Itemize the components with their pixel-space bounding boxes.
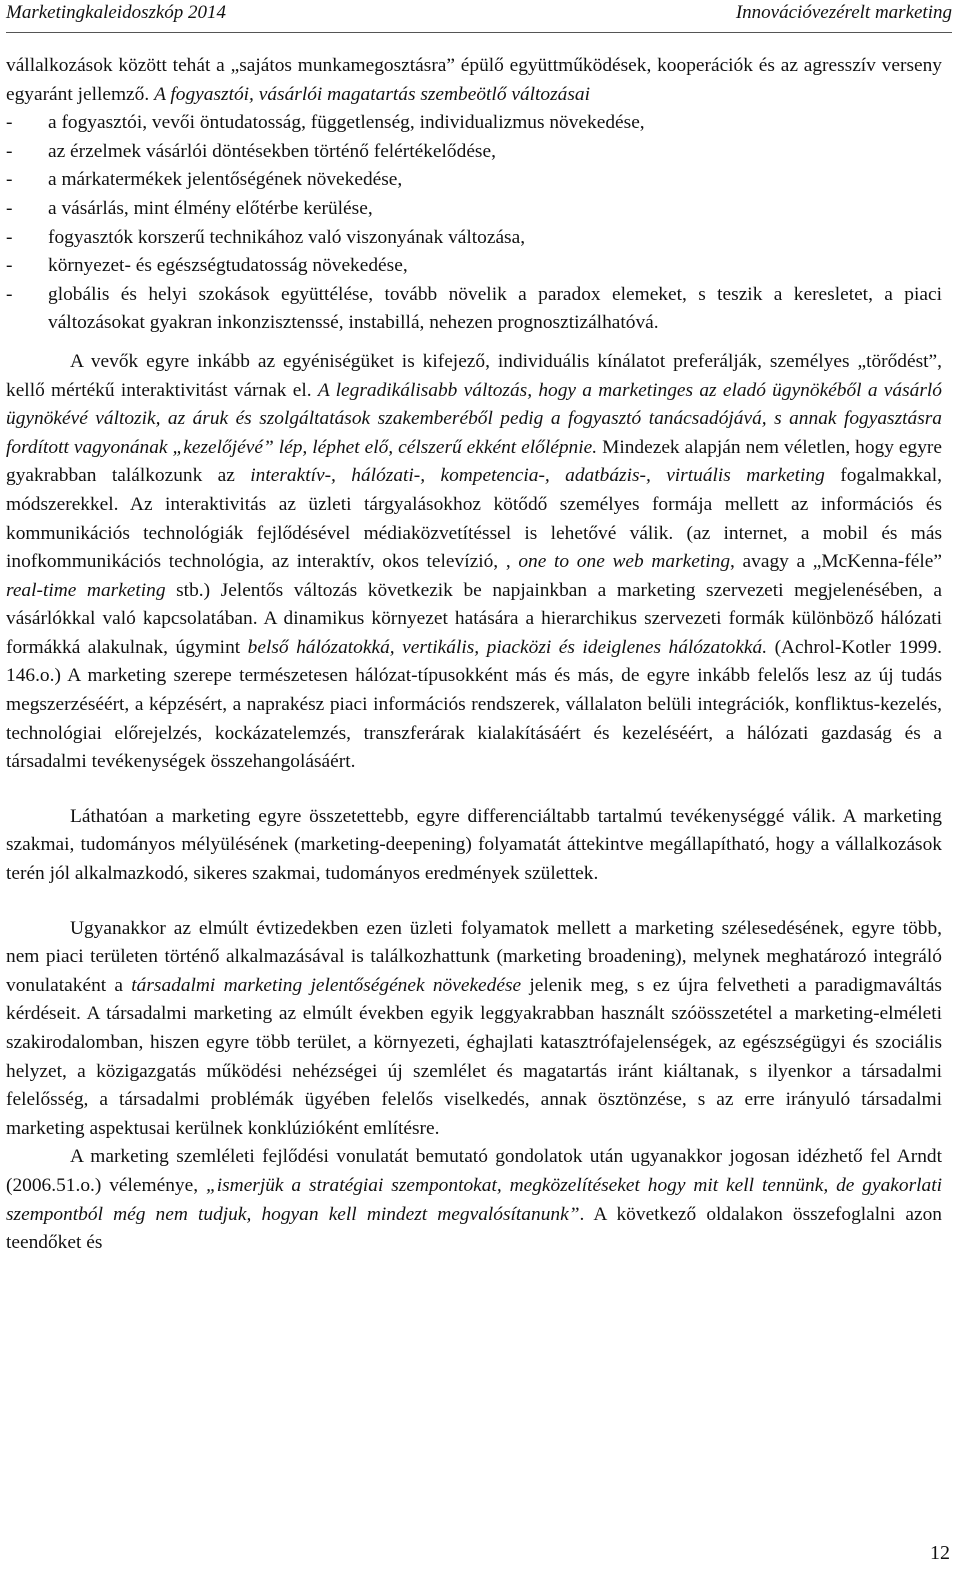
paragraph-italic: one to one web marketing <box>518 551 731 573</box>
intro-italic-heading: A fogyasztói, vásárlói magatartás szembeötlő változásai <box>154 83 591 105</box>
dash-marker: - <box>6 255 13 277</box>
dash-marker: - <box>6 112 13 134</box>
list-item <box>6 166 942 195</box>
list-item-text: környezet- és egészségtudatosság növekedése, <box>48 255 408 277</box>
page-number: 12 <box>930 1542 950 1564</box>
paragraph-interactive-marketing <box>6 348 942 777</box>
paragraph-arndt-quote <box>6 1143 942 1257</box>
paragraph-text: (Achrol-Kotler 1999. 146.o.) A marketing szerepe természetesen hálózat-típusokként más és más, de egyre inkább felelős lesz az új tudás megszerzéséért, a képzésért, a naprakész piaci információs rendszerek, vállalaton belüli integrációk, konfliktus-kezelés, technológiai előrejelzés, kockázatelemzés, transzferárak kialakításáért és kezeléséért, a hálózati gazdaság és a társadalmi tevékenységek összehangolásáért. <box>6 636 943 773</box>
header-journal-title: Marketingkaleidoszkóp 2014 <box>6 2 227 23</box>
list-item <box>6 195 942 224</box>
list-item <box>6 281 942 338</box>
list-item <box>6 138 942 167</box>
paragraph-text: . A következő oldalakon összefoglalni azon teendőket és <box>6 1203 942 1254</box>
paragraph-broadening <box>6 915 942 1144</box>
list-item-text: fogyasztók korszerű technikához való viszonyának változása, <box>48 226 526 248</box>
paragraph-italic: real-time marketing <box>6 579 166 601</box>
list-item-text: az érzelmek vásárlói döntésekben történő felértékelődése, <box>48 140 496 162</box>
list-item <box>6 224 942 253</box>
intro-text: vállalkozások között tehát a „sajátos munkamegosztásra” épülő együttműködések, kooperációk és az agresszív verseny egyaránt jellemző. <box>6 55 942 105</box>
running-header <box>6 2 952 33</box>
paragraph-text: , avagy a „McKenna-féle” <box>730 551 942 573</box>
bullet-list <box>6 109 942 338</box>
paragraph-italic: A legradikálisabb változás, hogy a marketinges az eladó ügynökéből a vásárló ügynökévé változik, az áruk és szolgáltatások szakemberéből pedig a fogyasztó tanácsadójává, s annak fogyasztásra fordított vagyonának „kezelőjévé” lép, léphet elő, célszerű ekként előlépnie. <box>6 379 942 458</box>
quotation-italic: „ismerjük a stratégiai szempontokat, megközelítéseket hogy mit kell tennünk, de gyakorlati szempontból még nem tudjuk, hogyan kell mindezt megvalósítanunk” <box>6 1174 942 1225</box>
paragraph-text: jelenik meg, s ez újra felvetheti a paradigmaváltás kérdéseit. A társadalmi marketing az elmúlt években egyik leggyakrabban használt szóösszetétel a marketing-elméleti szakirodalomban, hiszen egyre több terület, a környezeti, éghajlati katasztrófajelenségek, az egészségügyi és szociális helyzet, a közigazgatás működési nehézségei új szemlélet és magatartás iránt kiáltanak, s ilyenkor a társadalmi felelősség, a társadalmi problémák ügyében felelős viselkedés, annak ösztönzése, s az erre irányuló társadalmi marketing aspektusai kerülnek konklúzióként említésre. <box>6 974 942 1139</box>
dash-marker: - <box>6 226 13 248</box>
paragraph-italic: interaktív-, hálózati-, kompetencia-, adatbázis-, virtuális marketing <box>250 465 825 487</box>
paragraph-italic: belső hálózatokká, vertikális, piacközi és ideiglenes hálózatokká. <box>247 636 768 658</box>
list-item <box>6 109 942 138</box>
intro-paragraph <box>6 52 942 109</box>
paragraph-text: fogalmakkal, módszerekkel. Az interaktivitás az üzleti tárgyalásokhoz kötődő személyes formája mellett az információs és kommunikációs technológiák fejlődésével médiaközvetítéssel is lehetővé válik. (az internet, a mobil és más inofkommunikációs technológia, az interaktív, okos televízió, , <box>6 465 942 573</box>
paragraph-text: Láthatóan a marketing egyre összetettebb, egyre differenciáltabb tartalmú tevékenységgé válik. A marketing szakmai, tudományos mélyülésének (marketing-deepening) folyamatát áttekintve megállapítható, hogy a vállalkozások terén jól alkalmazkodó, sikeres szakmai, tudományos eredmények születtek. <box>6 805 942 885</box>
paragraph-deepening <box>6 803 942 889</box>
list-item <box>6 252 942 281</box>
dash-marker: - <box>6 169 13 191</box>
dash-marker: - <box>6 140 13 162</box>
paragraph-text: Mindezek alapján nem véletlen, hogy egyre gyakrabban találkozunk az <box>6 436 942 487</box>
paragraph-text: Ugyanakkor az elmúlt évtizedekben ezen üzleti folyamatok mellett a marketing szélesedésének, egyre több, nem piaci területen történő alkalmazásával is találkozhattunk (marketing broadening), melynek meghatározó integráló vonulataként a <box>6 917 942 996</box>
dash-marker: - <box>6 197 13 219</box>
paragraph-text: A marketing szemléleti fejlődési vonulatát bemutató gondolatok után ugyanakkor jogosan idézhető fel Arndt (2006.51.o.) véleménye, <box>6 1146 942 1196</box>
paragraph-text: A vevők egyre inkább az egyéniségüket is kifejező, individuális kínálatot preferálják, személyes „törődést”, kellő mértékű interaktivitást várnak el. <box>6 350 942 401</box>
list-item-text: globális és helyi szokások együttélése, tovább növelik a paradox elemeket, s teszik a keresletet, a piaci változásokat gyakran inkonzisztenssé, instabillá, nehezen prognosztizálhatóvá. <box>48 283 942 334</box>
list-item-text: a márkatermékek jelentőségének növekedése, <box>48 169 403 191</box>
dash-marker: - <box>6 283 13 305</box>
paragraph-italic: társadalmi marketing jelentőségének növekedése <box>131 974 522 996</box>
list-item-text: a fogyasztói, vevői öntudatosság, függetlenség, individualizmus növekedése, <box>48 112 645 134</box>
paragraph-text: stb.) Jelentős változás következik be napjainkban a marketing szervezeti megjelenésében, a vásárlókkal való kapcsolatában. A dinamikus környezet hatására a hierarchikus szervezeti formák különböző hálózati formákká alakulnak, úgymint <box>6 579 942 658</box>
list-item-text: a vásárlás, mint élmény előtérbe kerülése, <box>48 197 373 219</box>
header-section-title: Innovációvezérelt marketing <box>735 2 952 23</box>
page-body <box>6 52 942 1258</box>
